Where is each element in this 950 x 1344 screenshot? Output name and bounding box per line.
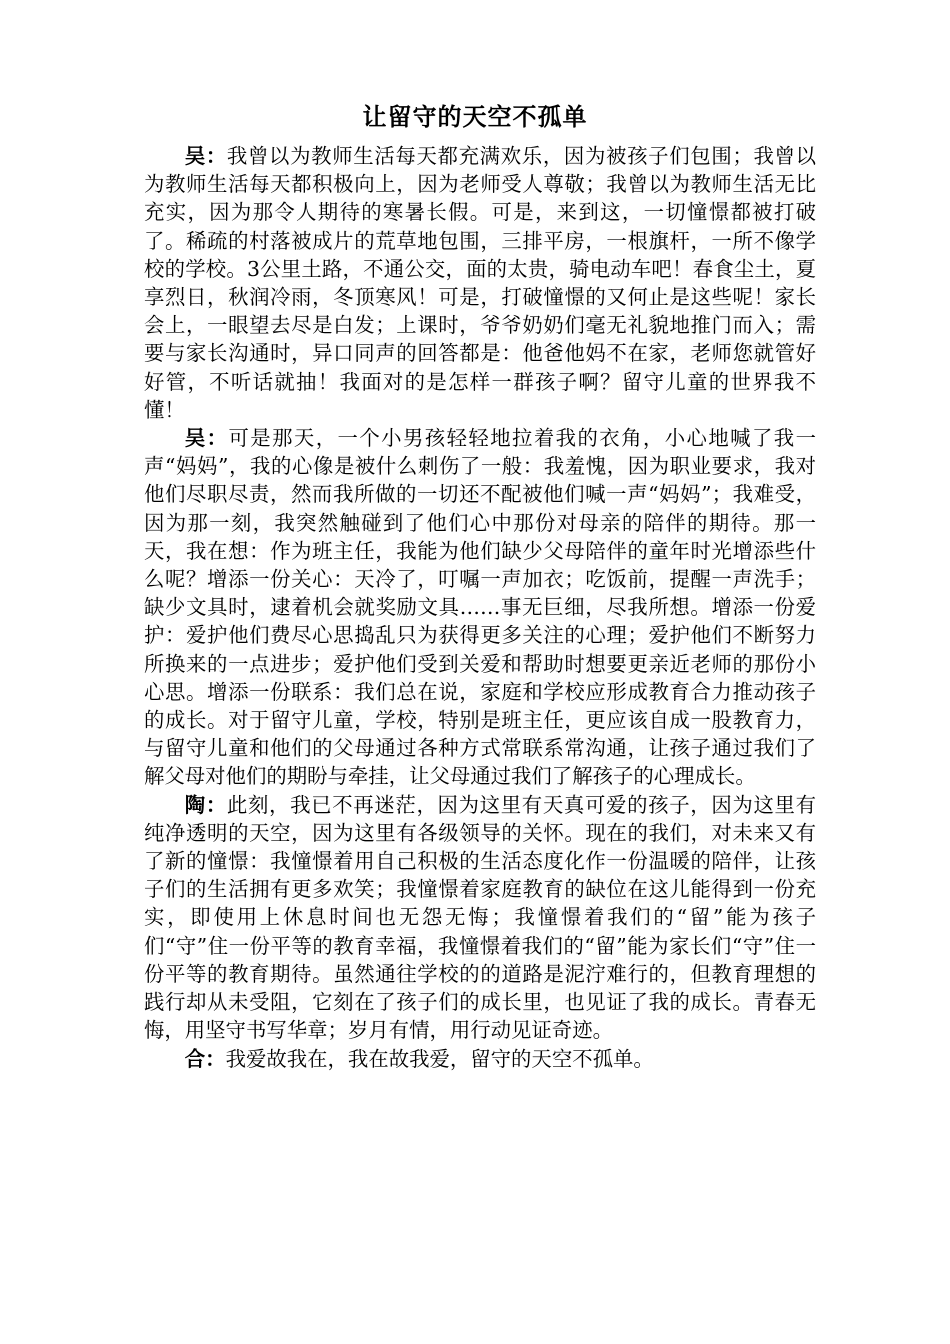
paragraph-text: 可是那天，一个小男孩轻轻地拉着我的衣角，小心地喊了我一声“妈妈”，我的心像是被什么刺伤了一般：我羞愧，因为职业要求，我对他们尽职尽责，然而我所做的一切还不配被他们喊一声“妈妈”；我难受，因为那一刻，我突然触碰到了他们心中那份对母亲的陪伴的期待。那一天，我在想：作为班主任，我能为他们缺少父母陪伴的童年时光增添些什么呢？增添一份关心：天冷了，叮嘱一声加衣；吃饭前，提醒一声洗手；缺少文具时，逮着机会就奖励文具……事无巨细，尽我所想。增添一份爱护：爱护他们费尽心思捣乱只为获得更多关注的心理；爱护他们不断努力所换来的一点进步；爱护他们受到关爱和帮助时想要更亲近老师的那份小心思。增添一份联系：我们总在说，家庭和学校应形成教育合力推动孩子的成长。对于留守儿童，学校，特别是班主任，更应该自成一股教育力，与留守儿童和他们的父母通过各种方式常联系常沟通，让孩子通过我们了解父母对他们的期盼与牵挂，让父母通过我们了解孩子的心理成长。 [144,426,817,789]
paragraph-together [144,1045,816,1073]
document-title: 让留守的天空不孤单 [362,103,588,131]
speaker-label: 合： [184,1046,226,1071]
speaker-label: 陶： [184,792,227,817]
paragraph-text: 我曾以为教师生活每天都充满欢乐，因为被孩子们包围；我曾以为教师生活每天都积极向上，因为老师受人尊敬；我曾以为教师生活无比充实，因为那令人期待的寒暑长假。可是，来到这，一切憧憬都被打破了。稀疏的村落被成片的荒草地包围，三排平房，一根旗杆，一所不像学校的学校。3公里土路，不通公交，面的太贵，骑电动车吧！春食尘土，夏享烈日，秋润冷雨，冬顶寒风！可是，打破憧憬的又何止是这些呢！家长会上，一眼望去尽是白发；上课时，爷爷奶奶们毫无礼貌地推门而入；需要与家长沟通时，异口同声的回答都是：他爸他妈不在家，老师您就管好好管，不听话就抽！我面对的是怎样一群孩子啊？留守儿童的世界我不懂！ [144,144,816,422]
paragraph-wu-1 [144,142,816,424]
paragraph-text: 此刻，我已不再迷茫，因为这里有天真可爱的孩子，因为这里有纯净透明的天空，因为这里有各级领导的关怀。现在的我们，对未来又有了新的憧憬：我憧憬着用自己积极的生活态度化作一份温暖的陪伴，让孩子们的生活拥有更多欢笑；我憧憬着家庭教育的缺位在这儿能得到一份充实，即使用上休息时间也无怨无悔；我憧憬着我们的“留”能为孩子们“守”住一份平等的教育幸福，我憧憬着我们的“留”能为家长们“守”住一份平等的教育期待。虽然通往学校的的道路是泥泞难行的，但教育理想的践行却从未受阻，它刻在了孩子们的成长里，也见证了我的成长。青春无悔，用坚守书写华章；岁月有情，用行动见证奇迹。 [144,792,816,1043]
paragraph-wu-2 [144,424,816,791]
speaker-label: 吴： [184,144,227,168]
paragraph-text: 我爱故我在，我在故我爱，留守的天空不孤单。 [225,1046,654,1071]
paragraph-tao [144,791,816,1045]
speaker-label: 吴： [184,426,229,451]
document-body [144,142,816,1073]
